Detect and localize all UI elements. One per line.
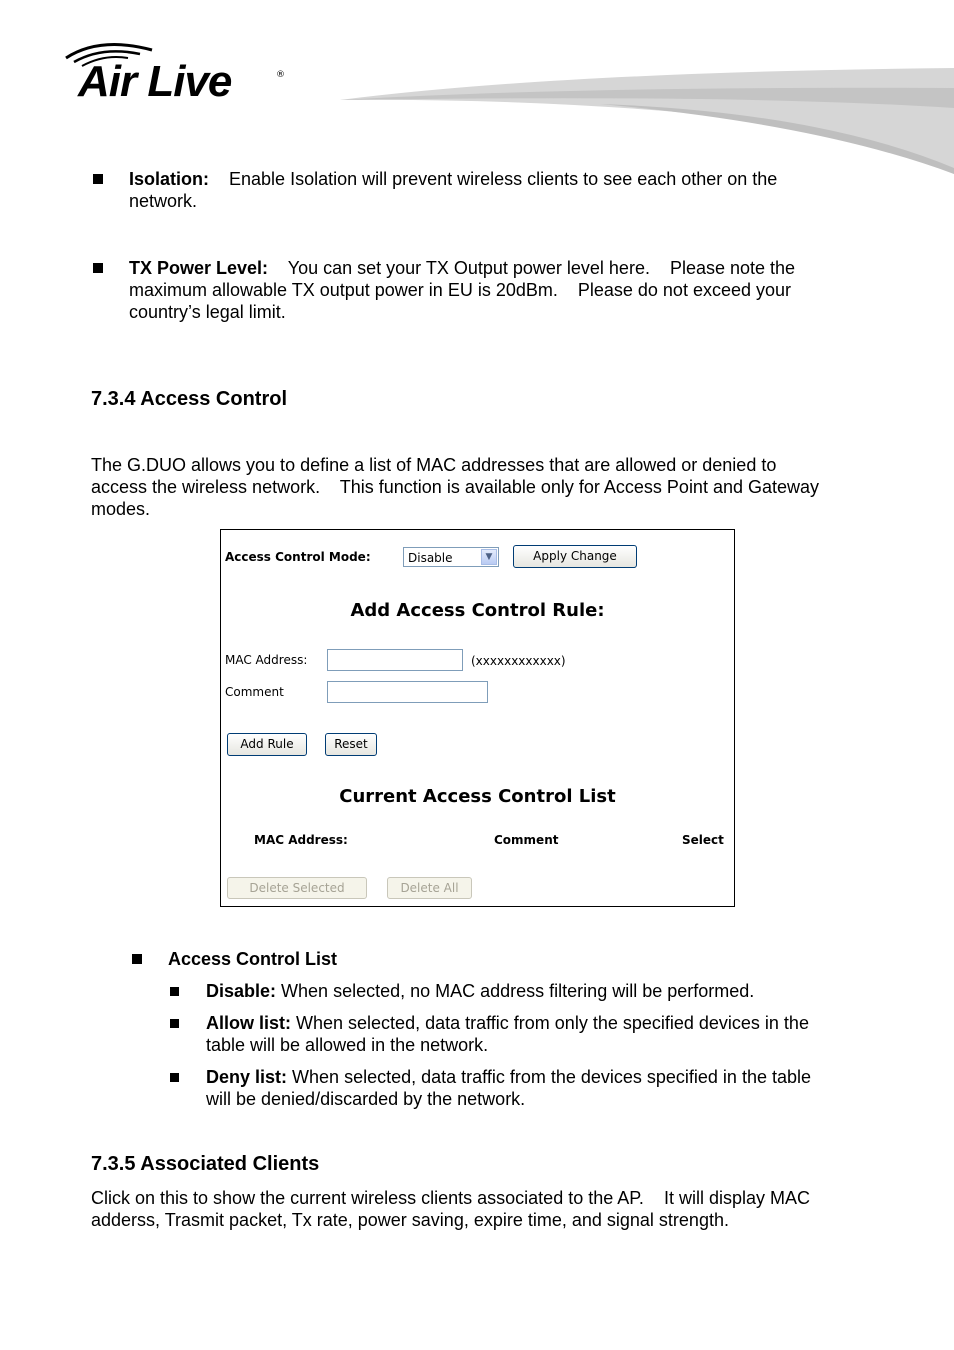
section-heading-associated-clients: 7.3.5 Associated Clients xyxy=(91,1153,320,1175)
deny-line1: When selected, data traffic from the devices specified in the table xyxy=(292,1067,811,1087)
column-comment: Comment xyxy=(494,833,559,847)
allow-line2: table will be allowed in the network. xyxy=(206,1035,489,1055)
header-swoosh-decoration xyxy=(340,64,954,176)
bullet-tx-power xyxy=(93,263,103,273)
column-select: Select xyxy=(682,833,724,847)
isolation-text-line1: Enable Isolation will prevent wireless clients to see each other on the xyxy=(229,169,778,189)
mac-address-hint: (xxxxxxxxxxxx) xyxy=(471,654,566,668)
disable-text: When selected, no MAC address filtering will be performed. xyxy=(281,981,755,1001)
tx-power-line3: country’s legal limit. xyxy=(129,302,286,322)
access-control-screenshot xyxy=(220,529,735,907)
add-rule-button[interactable]: Add Rule xyxy=(227,733,307,756)
deny-line2: will be denied/discarded by the network. xyxy=(206,1089,526,1109)
section-heading-access-control: 7.3.4 Access Control xyxy=(91,388,288,410)
isolation-text-line2: network. xyxy=(129,191,198,211)
isolation-label: Isolation: xyxy=(129,169,209,189)
bullet-disable xyxy=(170,987,179,996)
bullet-isolation xyxy=(93,174,103,184)
intro-line1: The G.DUO allows you to define a list of MAC addresses that are allowed or denied to xyxy=(91,455,777,475)
tx-power-label: TX Power Level: xyxy=(129,258,269,278)
disable-label: Disable: xyxy=(206,981,277,1001)
allow-label: Allow list: xyxy=(206,1013,291,1033)
access-control-mode-label: Access Control Mode: xyxy=(225,550,371,564)
bullet-deny xyxy=(170,1073,179,1082)
intro-line3: modes. xyxy=(91,499,151,519)
chevron-down-icon[interactable]: ▼ xyxy=(481,549,497,565)
access-control-intro xyxy=(91,454,891,520)
associated-clients-paragraph xyxy=(91,1187,891,1231)
acl-disable-item xyxy=(206,980,886,1002)
access-control-mode-select[interactable] xyxy=(403,547,499,567)
bullet-acl xyxy=(132,954,142,964)
add-rule-title: Add Access Control Rule: xyxy=(350,600,605,621)
isolation-paragraph xyxy=(129,168,889,212)
mac-address-input[interactable] xyxy=(327,649,463,671)
registered-mark: ® xyxy=(276,70,285,80)
delete-all-button[interactable]: Delete All xyxy=(387,877,472,899)
acl-deny-item xyxy=(206,1066,896,1110)
current-list-title: Current Access Control List xyxy=(339,786,616,807)
mac-address-label: MAC Address: xyxy=(225,653,308,667)
reset-button[interactable]: Reset xyxy=(325,733,377,756)
tx-power-line2: maximum allowable TX output power in EU is 20dBm. Please do not exceed your xyxy=(129,280,792,300)
comment-label: Comment xyxy=(225,685,284,699)
associated-line1: Click on this to show the current wireless clients associated to the AP. It will display MAC xyxy=(91,1188,810,1208)
associated-line2: adderss, Trasmit packet, Tx rate, power saving, expire time, and signal strength. xyxy=(91,1210,729,1230)
intro-line2: access the wireless network. This function is available only for Access Point and Gateway xyxy=(91,477,820,497)
apply-change-button[interactable]: Apply Change xyxy=(513,545,637,568)
comment-input[interactable] xyxy=(327,681,488,703)
column-mac-address: MAC Address: xyxy=(254,833,348,847)
bullet-allow xyxy=(170,1019,179,1028)
airlive-logo: Air Live xyxy=(78,57,232,106)
acl-allow-item xyxy=(206,1012,896,1056)
tx-power-line1: You can set your TX Output power level here. Please note the xyxy=(287,258,796,278)
access-control-mode-value: Disable xyxy=(408,551,453,565)
tx-power-paragraph xyxy=(129,257,909,323)
deny-label: Deny list: xyxy=(206,1067,288,1087)
allow-line1: When selected, data traffic from only the specified devices in the xyxy=(296,1013,809,1033)
acl-heading: Access Control List xyxy=(168,949,338,969)
delete-selected-button[interactable]: Delete Selected xyxy=(227,877,367,899)
